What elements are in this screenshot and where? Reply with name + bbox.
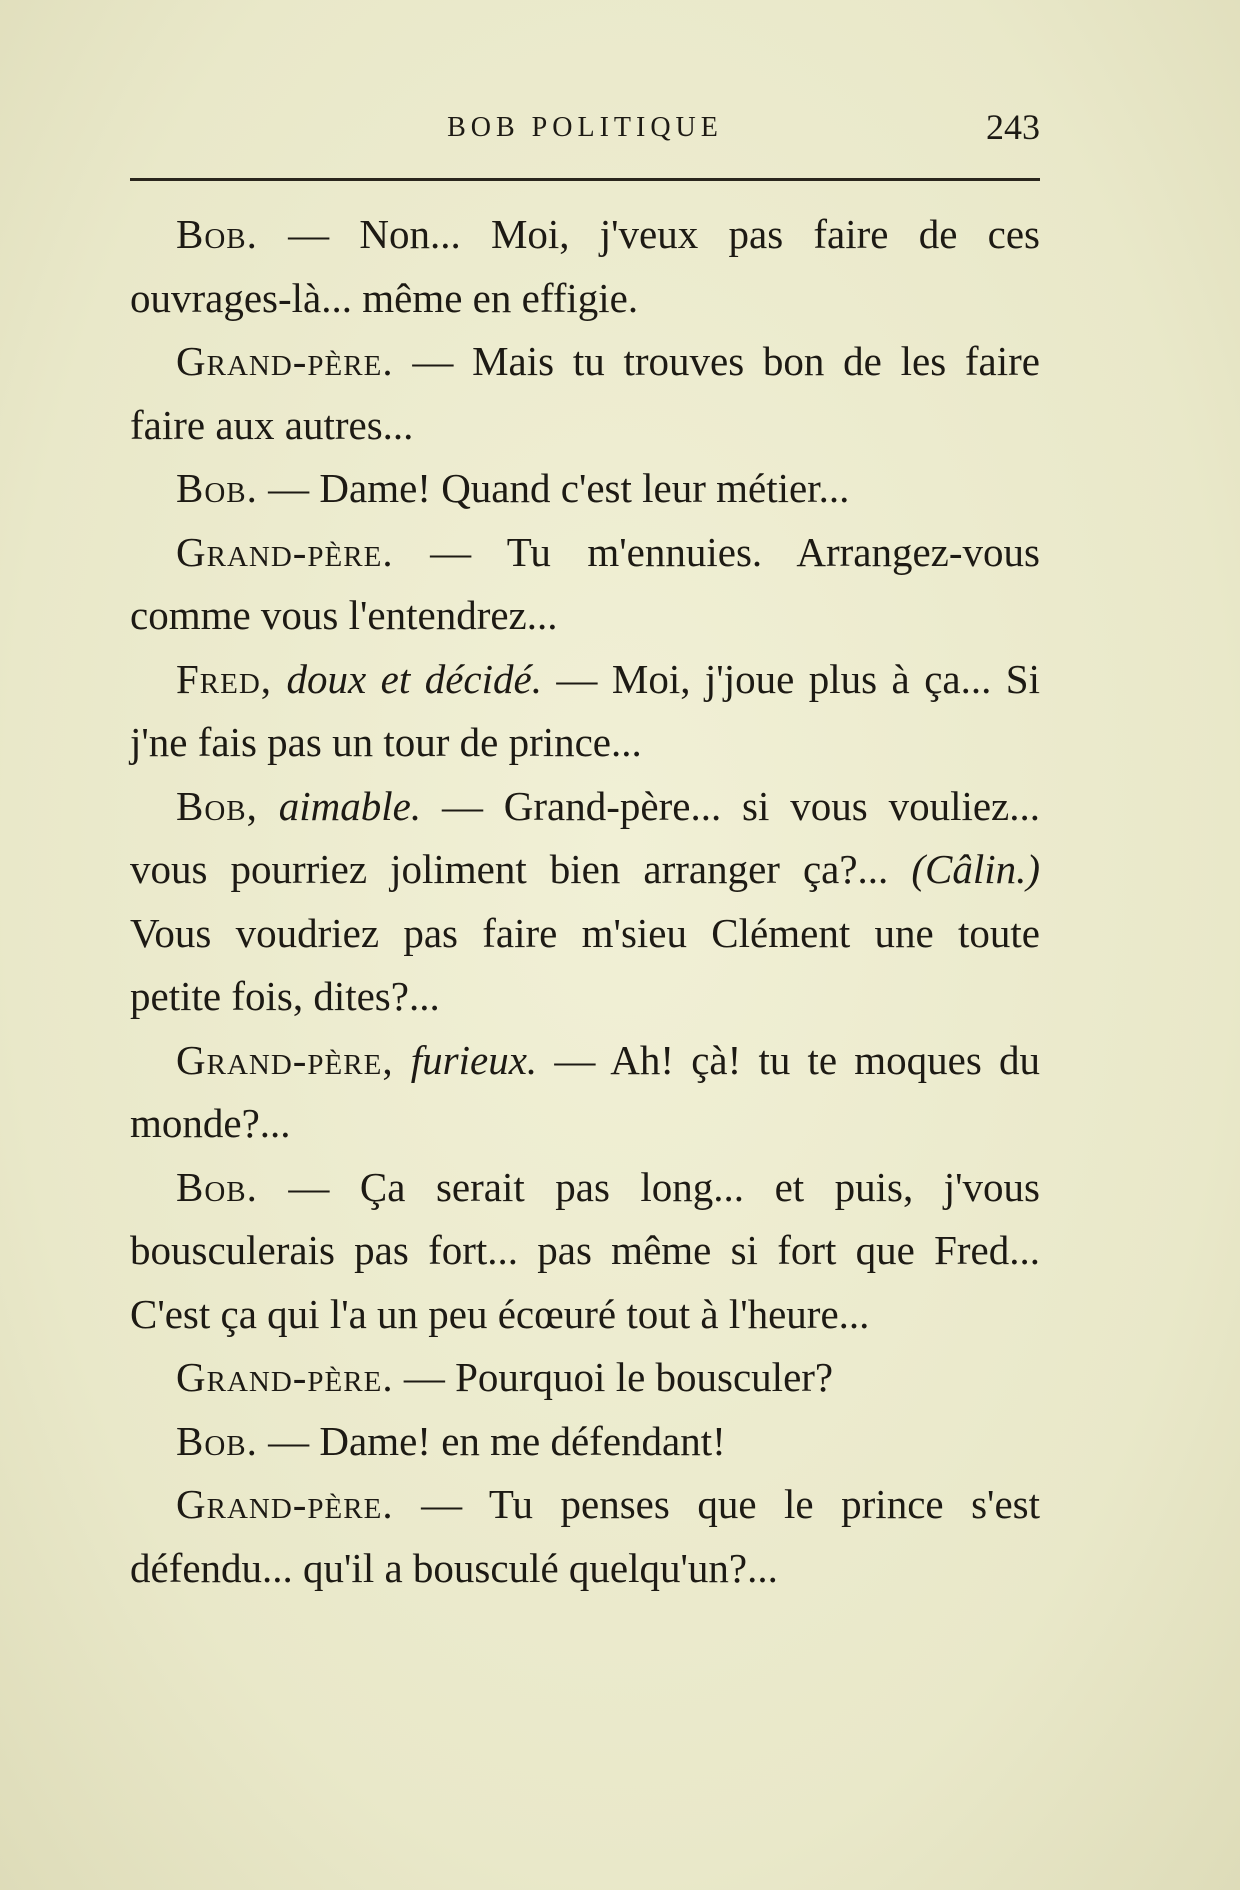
dialogue-line: — Mais tu trouves bon de les faire faire aux autres... bbox=[130, 338, 1040, 448]
dialogue-paragraph bbox=[130, 1410, 1040, 1474]
stage-direction: (Câlin.) bbox=[888, 846, 1041, 892]
dialogue-paragraph bbox=[130, 457, 1040, 521]
dialogue-paragraph bbox=[130, 1156, 1040, 1347]
speaker-name: Bob. bbox=[176, 465, 258, 511]
speaker-name: Bob. bbox=[176, 211, 258, 257]
dialogue-line: — Tu m'ennuies. Arrangez-vous comme vous l'entendrez... bbox=[130, 528, 1040, 638]
dialogue-paragraph bbox=[130, 775, 1040, 1029]
stage-direction: doux et décidé. bbox=[272, 655, 542, 702]
dialogue-line: — Moi, j'joue plus à ça... Si j'ne fais pas un tour de prince... bbox=[130, 655, 1040, 765]
page-number: 243 bbox=[986, 107, 1040, 147]
running-title: BOB POLITIQUE bbox=[447, 112, 723, 143]
dialogue-paragraph bbox=[130, 648, 1040, 775]
dialogue-line: — Dame! Quand c'est leur métier... bbox=[257, 465, 850, 511]
speaker-name: Grand-père, bbox=[176, 1036, 394, 1083]
dialogue-paragraph bbox=[130, 1473, 1040, 1600]
dialogue-line: — Pourquoi le bousculer? bbox=[393, 1354, 834, 1400]
dialogue-paragraph bbox=[130, 330, 1040, 457]
speaker-name: Grand-père. bbox=[176, 1481, 394, 1527]
page-header bbox=[130, 106, 1040, 156]
dialogue-paragraph bbox=[130, 1029, 1040, 1156]
speaker-name: Fred, bbox=[176, 655, 273, 702]
speaker-name: Grand-père. bbox=[176, 1354, 394, 1400]
dialogue-line: — Grand-père... si vous vouliez... vous pourriez joliment bien arranger ça?... bbox=[130, 782, 1040, 892]
stage-direction: aimable. bbox=[257, 782, 422, 829]
header-rule bbox=[130, 178, 1040, 181]
speaker-name: Bob. bbox=[176, 1163, 258, 1210]
dialogue-paragraph bbox=[130, 521, 1040, 648]
dialogue-line: Vous voudriez pas faire m'sieu Clément une toute petite fois, dites?... bbox=[130, 909, 1040, 1019]
dialogue-line: — Non... Moi, j'veux pas faire de ces ouvrages-là... même en effigie. bbox=[130, 211, 1040, 321]
stage-direction: furieux. bbox=[393, 1036, 538, 1083]
dialogue-paragraph bbox=[130, 1346, 1040, 1410]
dialogue-paragraph bbox=[130, 203, 1040, 330]
dialogue-line: — Ah! çà! tu te moques du monde?... bbox=[130, 1036, 1041, 1146]
speaker-name: Grand-père. bbox=[176, 528, 394, 575]
dialogue-line: — Tu penses que le prince s'est défendu... qu'il a bousculé quelqu'un?... bbox=[130, 1481, 1040, 1591]
speaker-name: Bob, bbox=[176, 782, 258, 829]
speaker-name: Grand-père. bbox=[176, 338, 394, 384]
dialogue-text bbox=[130, 203, 1040, 1600]
dialogue-line: — Ça serait pas long... et puis, j'vous bousculerais pas fort... pas même si fort que Fred... C'est ça qui l'a un peu écœuré tout à l'heure... bbox=[130, 1163, 1040, 1337]
speaker-name: Bob. bbox=[176, 1417, 258, 1464]
dialogue-line: — Dame! en me défendant! bbox=[257, 1417, 726, 1464]
